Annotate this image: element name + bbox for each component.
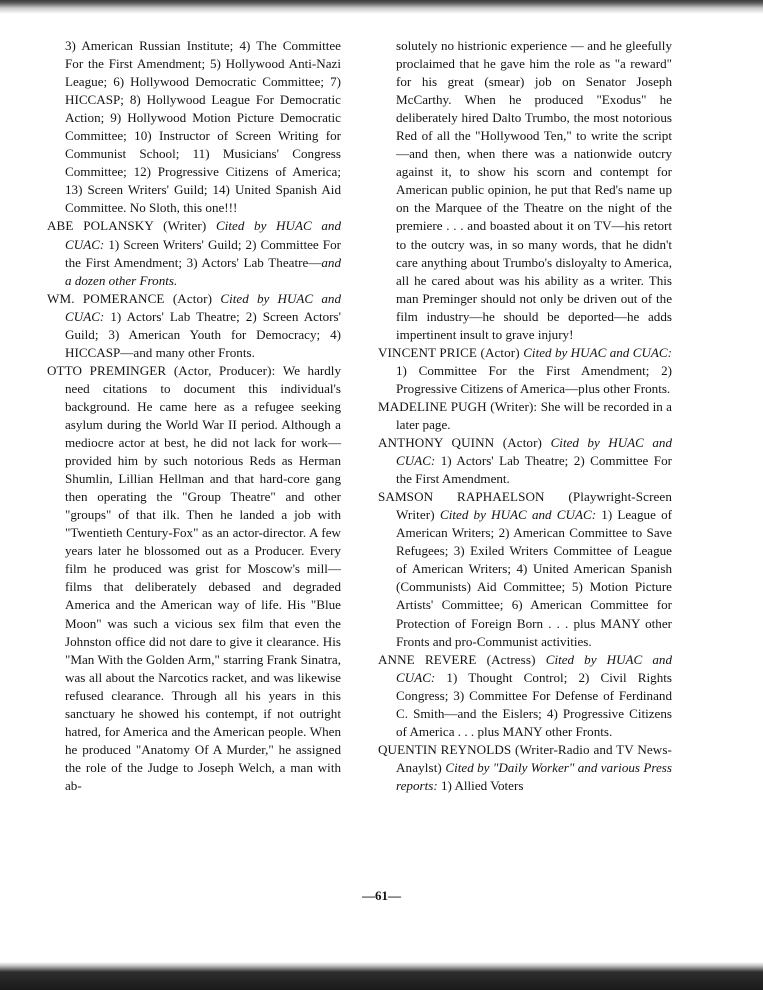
entry-citation: Cited by HUAC and CUAC: <box>65 218 341 252</box>
right-column <box>378 37 672 795</box>
entry-anne-revere <box>378 651 672 741</box>
entry-abe-polansky <box>47 217 341 289</box>
entry-citation: Cited by HUAC and CUAC: <box>396 435 672 469</box>
entry-madeline-pugh <box>378 398 672 434</box>
entry-continuation <box>47 37 341 217</box>
entry-text: 1) Committee For the First Amendment; 2) Progressive Citizens of America—plus other Fronts. <box>396 362 672 396</box>
entry-name: MADELINE PUGH (Writer): <box>378 398 541 414</box>
entry-samson-raphaelson <box>378 488 672 650</box>
entry-citation: Cited by HUAC and CUAC: <box>396 651 672 685</box>
entry-text: She will be recorded in a later page. <box>396 398 672 432</box>
entry-text: 1) Actors' Lab Theatre; 2) Committee For the First Amendment. <box>396 453 672 487</box>
entry-name: QUENTIN REYNOLDS (Writer-Radio and TV News-Anaylst) <box>378 741 672 775</box>
entry-name: ABE POLANSKY (Writer) <box>47 218 217 234</box>
entry-text: 1) Actors' Lab Theatre; 2) Screen Actors' Guild; 3) American Youth for Democracy; 4) HICCASP—and many other Fronts. <box>65 308 341 360</box>
entry-tail: and a dozen other Fronts. <box>65 254 341 288</box>
entry-text: 1) Thought Control; 2) Civil Rights Congress; 3) Committee For Defense of Ferdinand C. Smith—and the Eislers; 4) Progressive Citizens of America . . . plus MANY other Fronts. <box>396 669 672 739</box>
entry-citation: Cited by "Daily Worker" and various Press reports: <box>396 759 672 793</box>
entry-text: We hardly need citations to document this individual's background. He came here as a refugee seeking asylum during the World War II period. Although a mediocre actor at best, he did not lack for work—provided him by such notorious Reds as Herman Shumlin, Lillian Hellman and that hard-core gang then operating the "Group Theatre" and other "groups" of that ilk. Then he landed a job with "Twentieth Century-Fox" as an actor-director. A few years later he blossomed out as a Producer. Every film he produced was grist for Moscow's mill—films that deliberately debased and degraded America and the American way of life. His "Blue Moon" was such a vicious sex film that even the Johnston office did not dare to give it clearance. His "Man With the Golden Arm," starring Frank Sinatra, was all about the Narcotics racket, and was likewise refused clearance. Through all his years in this sanctuary he showed his contempt, if not outright hatred, for America and the American people. When he produced "Anatomy Of A Murder," he assigned the role of the Judge to Joseph Welch, a man with ab- <box>65 362 341 793</box>
entry-name: WM. POMERANCE (Actor) <box>47 290 221 306</box>
entry-text: solutely no histrionic experience — and he gleefully proclaimed that he gave him the role as "a reward" for his great (smear) job on Senator Joseph McCarthy. When he produced "Exodus" he deliberately hired Dalto Trumbo, the most notorious Red of all the "Hollywood Ten," to write the script—and then, when there was a nationwide outcry against it, to show his scorn and contempt for American public opinion, he put that Red's name up on the Marquee of the Theatre on the night of the premiere . . . and boasted about it on TV—his retort to the outcry was, in so many words, that he didn't care anything about Trumbo's disloyalty to America, all he cared about was his ability as a writer. This man Preminger should not only be driven out of the film industry—he should be deported—he adds impertinent insult to grave injury! <box>396 38 672 342</box>
entry-text: 1) League of American Writers; 2) American Committee to Save Refugees; 3) Exiled Writers Committee of League of American Writers; 4) United American Spanish (Communists) Aid Committee; 5) Motion Picture Artists' Committee; 6) American Committee for Protection of Foreign Born . . . plus MANY other Fronts and pro-Communist activities. <box>396 507 672 649</box>
entry-citation: Cited by HUAC and CUAC: <box>65 290 341 324</box>
entry-quentin-reynolds <box>378 741 672 795</box>
entry-otto-preminger <box>47 362 341 795</box>
scan-edge-top <box>0 0 763 14</box>
scan-edge-bottom <box>0 962 763 990</box>
entry-name: ANTHONY QUINN (Actor) <box>378 435 551 451</box>
entry-name: VINCENT PRICE (Actor) <box>378 344 524 360</box>
entry-vincent-price <box>378 344 672 398</box>
entry-name: SAMSON RAPHAELSON (Playwright-Screen Writer) <box>378 489 672 523</box>
entry-name: OTTO PREMINGER (Actor, Producer): <box>47 362 283 378</box>
left-column <box>47 37 341 795</box>
entry-anthony-quinn <box>378 434 672 488</box>
entry-text: 1) Screen Writers' Guild; 2) Committee For the First Amendment; 3) Actors' Lab Theatre— <box>65 236 341 270</box>
page-number: —61— <box>362 888 401 903</box>
entry-continuation <box>378 37 672 344</box>
entry-name: ANNE REVERE (Actress) <box>378 651 546 667</box>
entry-wm-pomerance <box>47 290 341 362</box>
entry-citation: Cited by HUAC and CUAC: <box>440 507 597 523</box>
entry-text: 1) Allied Voters <box>437 777 524 793</box>
entry-citation: Cited by HUAC and CUAC: <box>523 344 672 360</box>
entry-text: 3) American Russian Institute; 4) The Committee For the First Amendment; 5) Hollywood Anti-Nazi League; 6) Hollywood Democratic Committee; 7) HICCASP; 8) Hollywood League For Democratic Action; 9) Hollywood Motion Picture Democratic Committee; 10) Instructor of Screen Writing for Communist School; 11) Musicians' Congress Committee; 12) Progressive Citizens of America; 13) Screen Writers' Guild; 14) United Spanish Aid Committee. No Sloth, this one!!! <box>65 38 341 216</box>
